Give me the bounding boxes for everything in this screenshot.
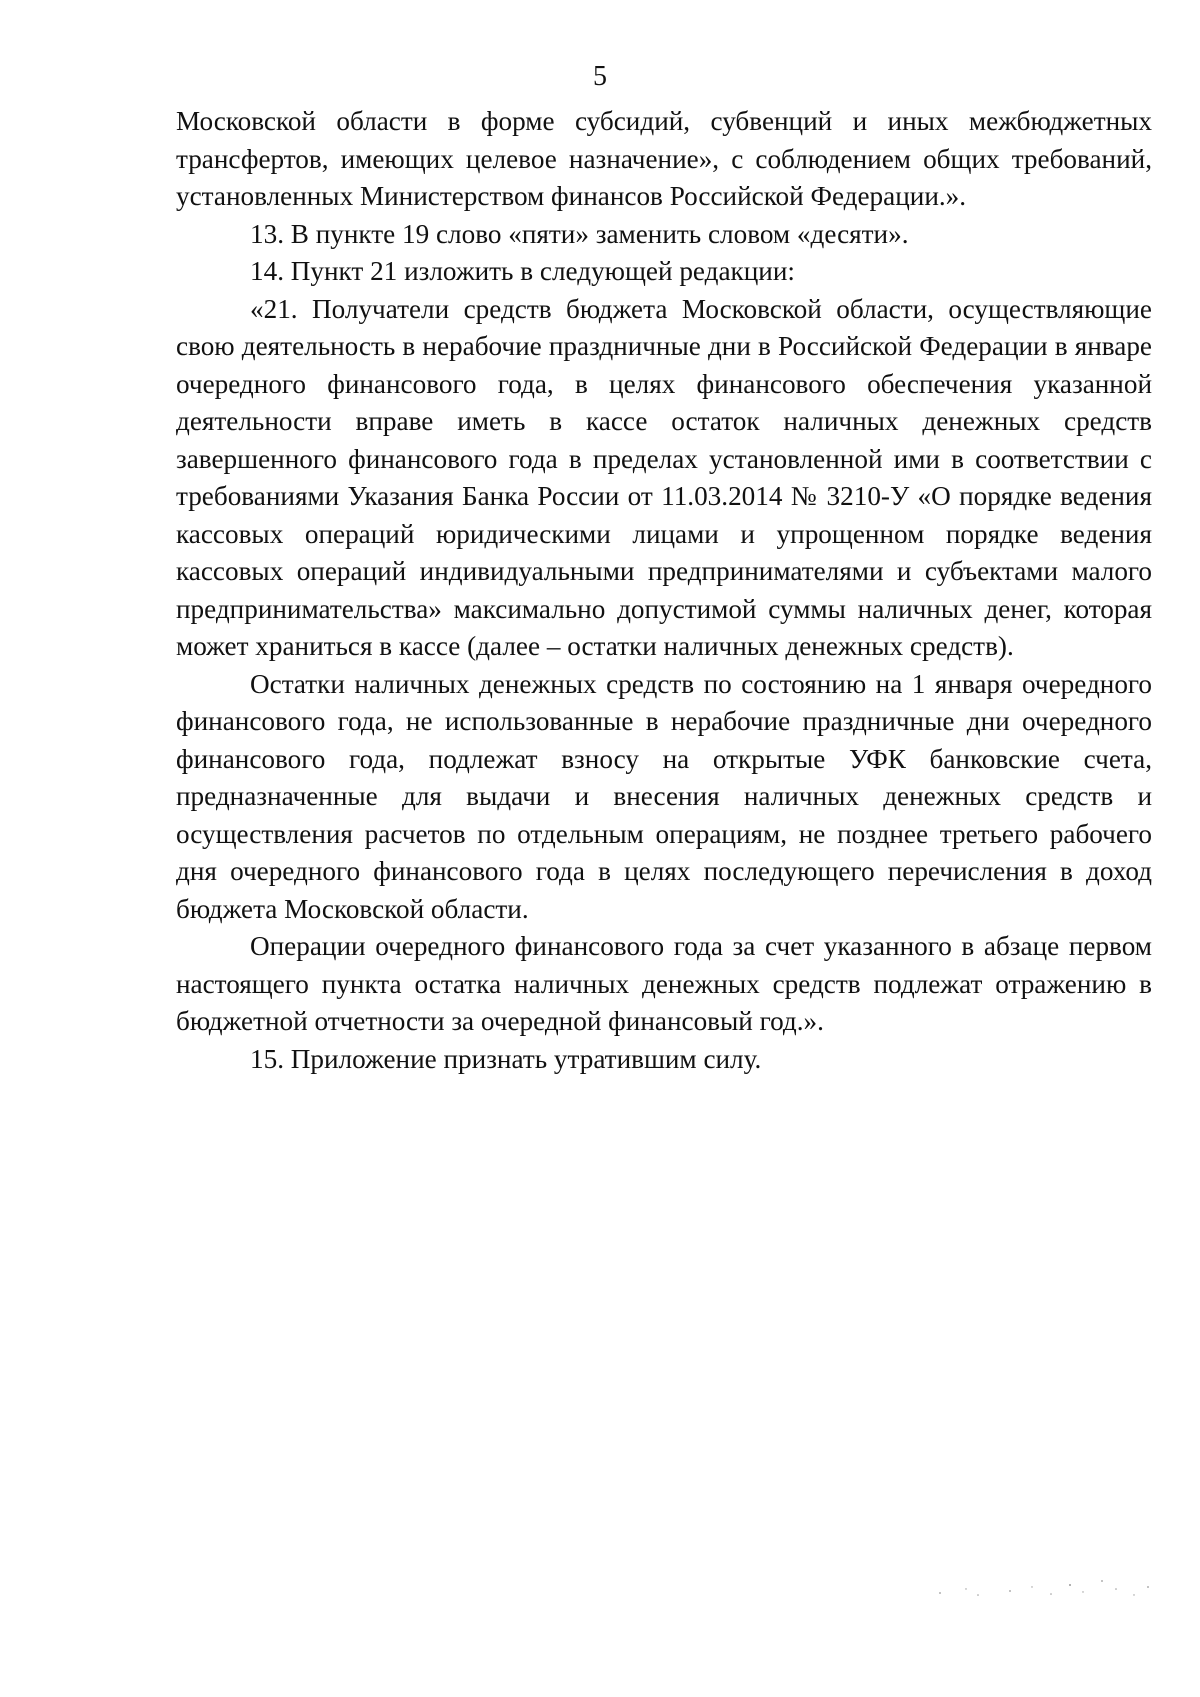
- paragraph-point-21: «21. Получатели средств бюджета Московской области, осуществляющие свою деятельность в нерабочие праздничные дни в Российской Федерации в январе очередного финансового года, в целях финансового обеспечения указанной деятельности вправе иметь в кассе остаток наличных денежных средств завершенного финансового года в пределах установленной ими в соответствии с требованиями Указания Банка России от 11.03.2014 № 3210-У «О порядке ведения кассовых операций юридическими лицами и упрощенном порядке ведения кассовых операций индивидуальными предпринимателями и субъектами малого предпринимательства» максимально допустимой суммы наличных денег, которая может храниться в кассе (далее – остатки наличных денежных средств).: [176, 293, 1152, 661]
- scan-noise-marks: [920, 1567, 1160, 1607]
- page-number: 5: [593, 61, 607, 92]
- paragraph-item-13: 13. В пункте 19 слово «пяти» заменить словом «десяти».: [250, 218, 909, 249]
- paragraph-item-14: 14. Пункт 21 изложить в следующей редакции:: [250, 256, 795, 286]
- document-body: [176, 103, 1152, 1078]
- paragraph-continuation: Московской области в форме субсидий, субвенций и иных межбюджетных трансфертов, имеющих целевое назначение», с соблюдением общих требований, установленных Министерством финансов Российской Федерации.».: [176, 106, 1152, 211]
- paragraph-item-15: 15. Приложение признать утратившим силу.: [250, 1043, 762, 1074]
- paragraph-cash-balances: Остатки наличных денежных средств по состоянию на 1 января очередного финансового года, не использованные в нерабочие праздничные дни очередного финансового года, подлежат взносу на открытые УФК банковские счета, предназначенные для выдачи и внесения наличных денежных средств и осуществления расчетов по отдельным операциям, не позднее третьего рабочего дня очередного финансового года в целях последующего перечисления в доход бюджета Московской области.: [176, 668, 1152, 924]
- paragraph-operations: Операции очередного финансового года за счет указанного в абзаце первом настоящего пункта остатка наличных денежных средств подлежат отражению в бюджетной отчетности за очередной финансовый год.».: [176, 931, 1152, 1036]
